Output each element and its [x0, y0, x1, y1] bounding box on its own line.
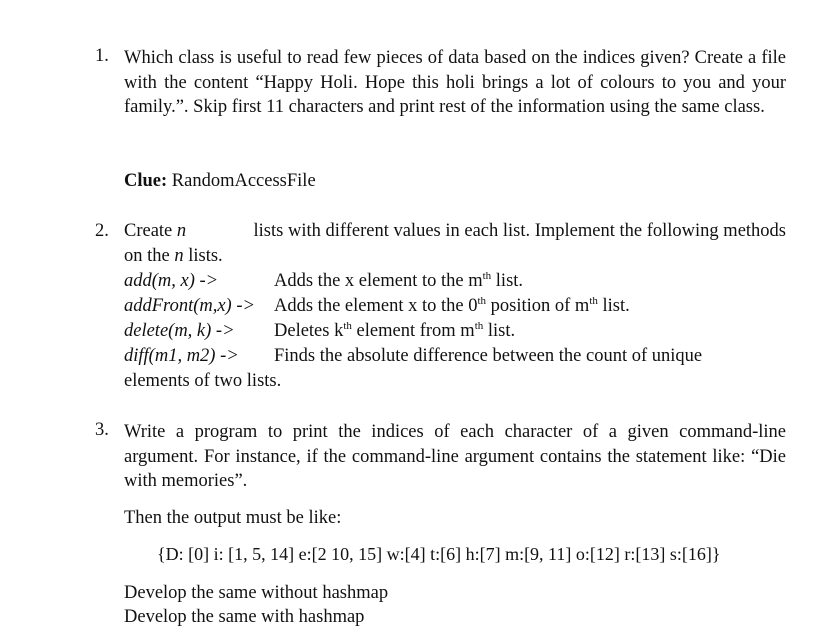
q1-number: 1. [95, 46, 109, 66]
n-variable: n [174, 246, 184, 266]
method-description: Deletes $k^{th}$ element from $m^{th}$ list. [274, 320, 516, 341]
q3-task-1: Develop the same without hashmap [124, 583, 389, 603]
q3-output-intro: Then the output must be like: [124, 508, 342, 528]
method-description: Finds the absolute difference between the count of unique [274, 346, 703, 366]
method-signature: add(m, x) -> [124, 271, 219, 291]
q2-number: 2. [95, 221, 109, 241]
q2-line2: on the n lists. [124, 246, 223, 266]
q3-task-2: Develop the same with hashmap [124, 607, 365, 627]
n-variable: n [176, 221, 187, 241]
method-description: Adds the element x to the 0th position of $m^{th}$ list. [274, 295, 630, 316]
q2-tail: elements of two lists. [124, 371, 282, 391]
method-signature: addFront(m,x) -> [124, 296, 255, 316]
q1-clue [124, 171, 316, 192]
clue-label: Clue: [124, 171, 168, 191]
q2-line1: Create n lists with different values in each list. Implement the following methods [124, 221, 786, 241]
q3-text: Write a program to print the indices of each character of a given command-line argument. For instance, if the command-line argument contains the statement like: “Die with memories”. [124, 422, 786, 492]
method-signature: delete(m, k) -> [124, 321, 235, 341]
q1-text: Which class is useful to read few pieces of data based on the indices given? Create a file with the content “Happy Holi. Hope this holi brings a lot of colours to you and your family.”. Skip first 11 characters and print rest of the information using the same class. [124, 48, 786, 118]
q3-number: 3. [95, 420, 109, 440]
method-signature: diff(m1, m2) -> [124, 346, 239, 366]
q3-output-example: {D: [0] i: [1, 5, 14] e:[2 10, 15] w:[4] t:[6] h:[7] m:[9, 11] o:[12] r:[13] s:[16]} [157, 544, 721, 564]
clue-value: RandomAccessFile [167, 171, 316, 191]
method-description: Adds the x element to the $m^{th}$ list. [274, 270, 524, 291]
